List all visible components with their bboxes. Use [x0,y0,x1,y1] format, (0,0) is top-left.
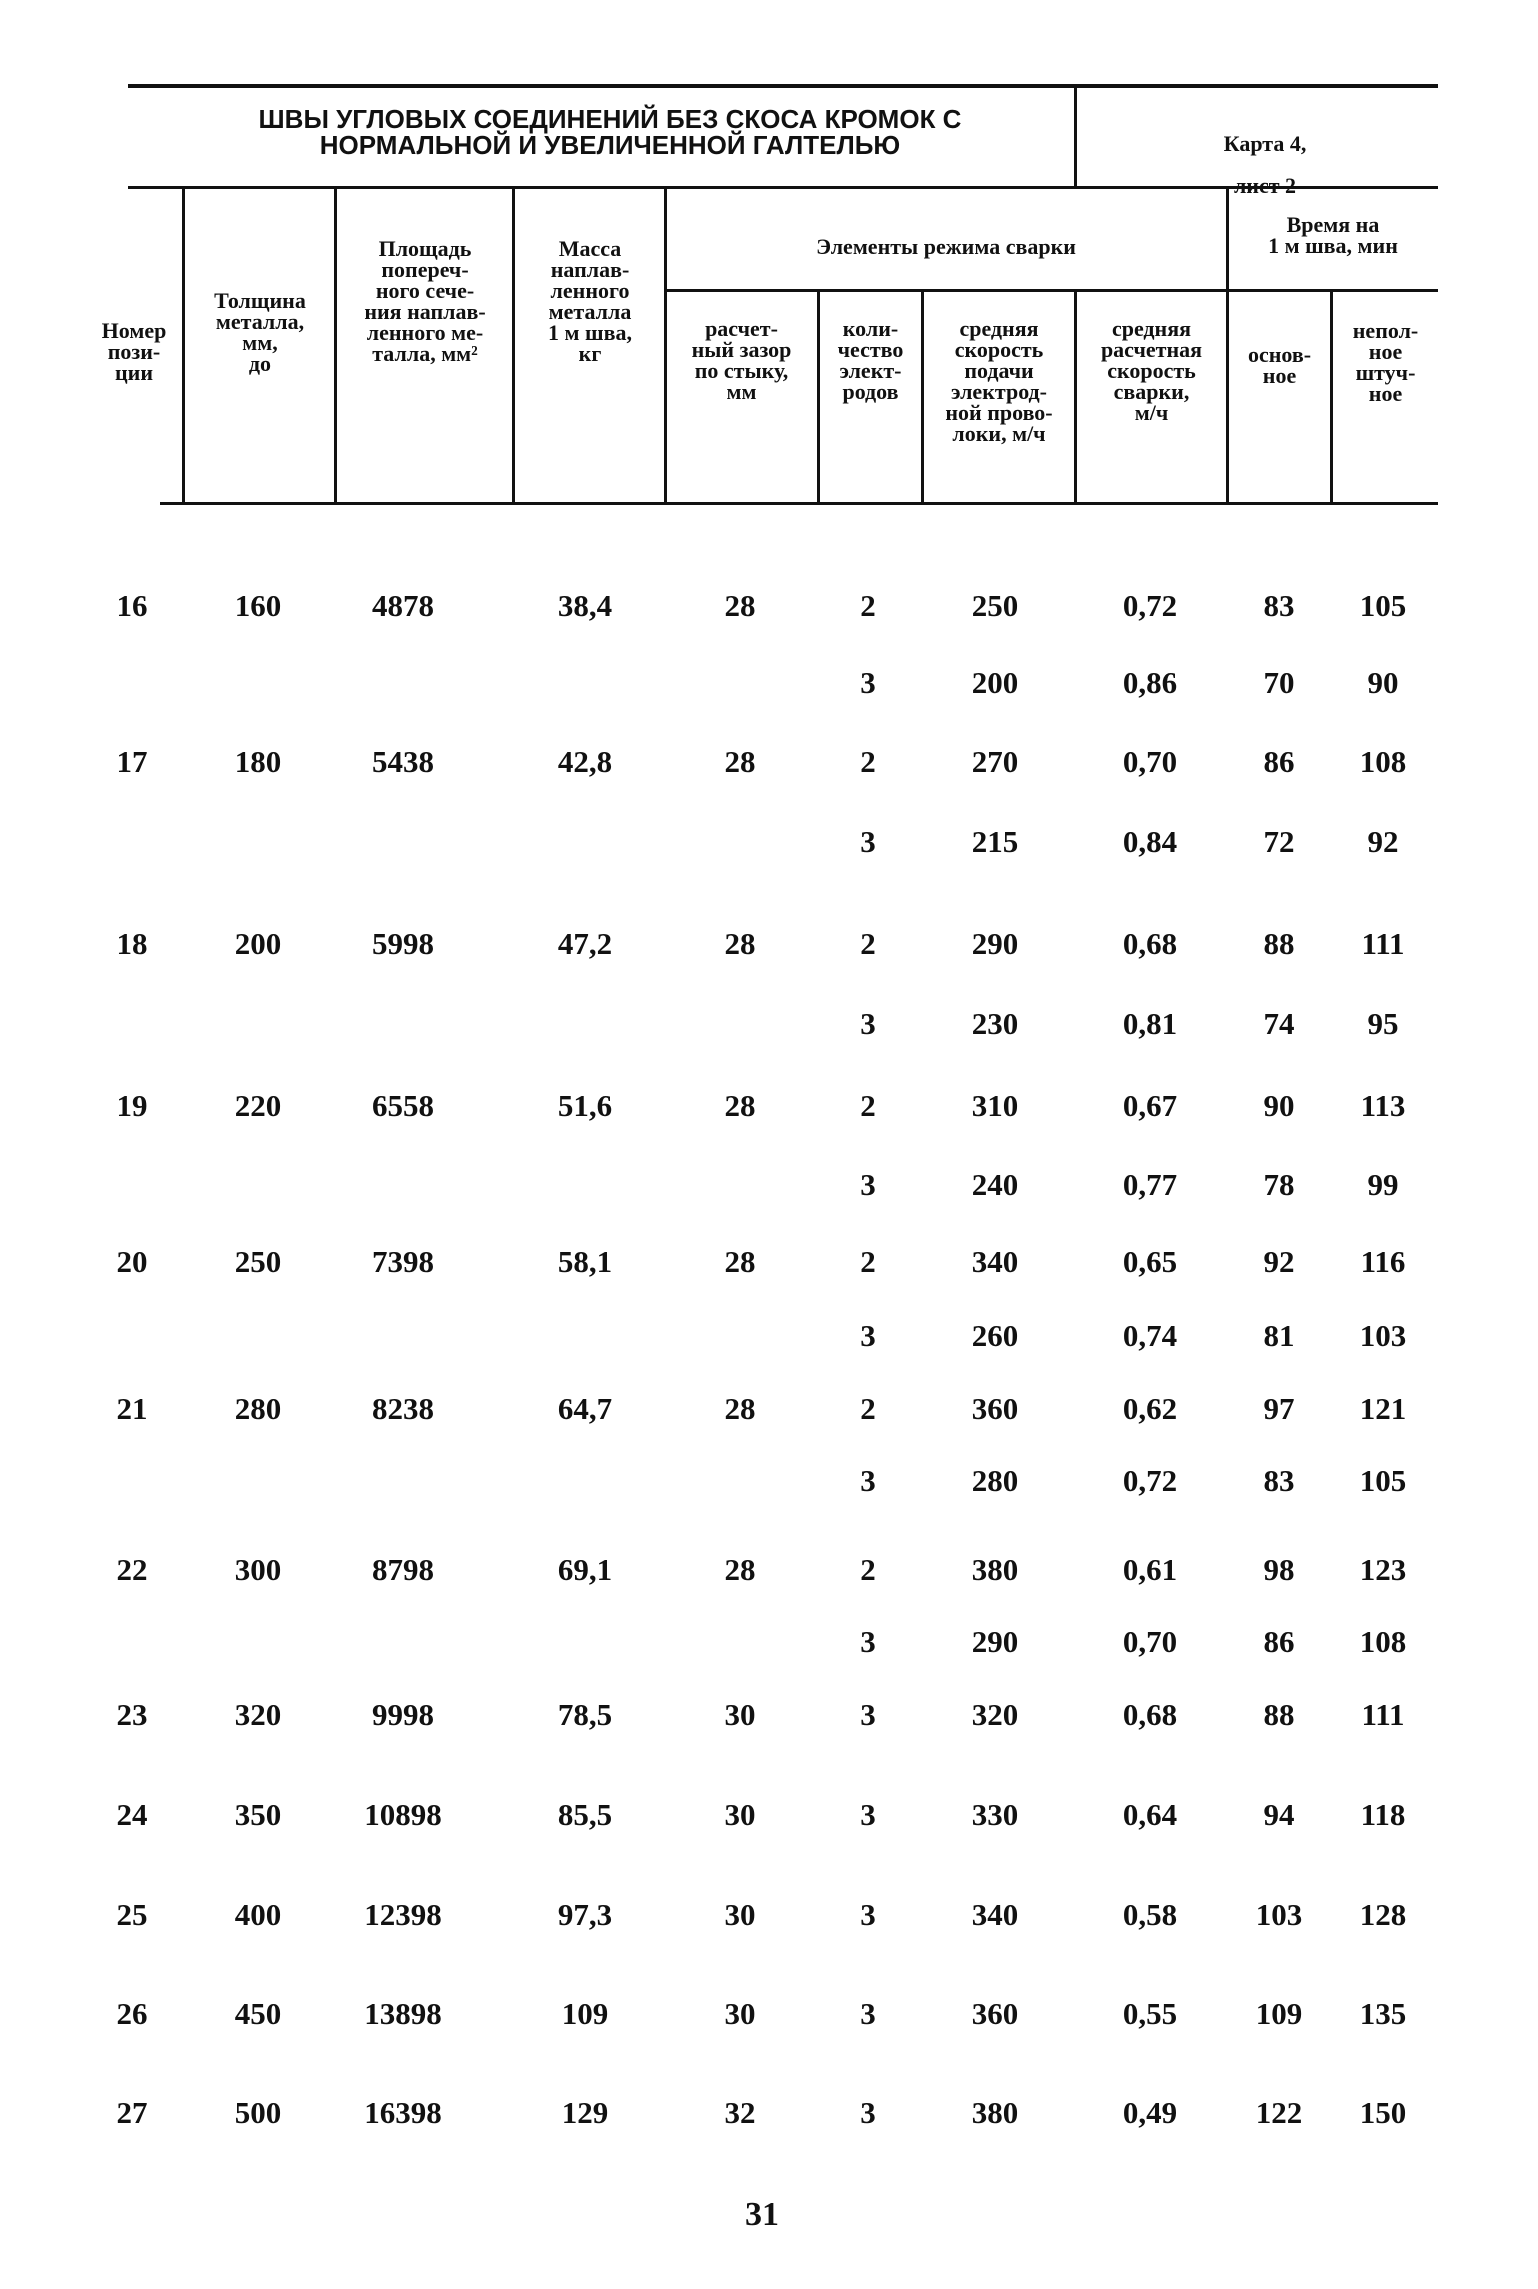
title-divider [1074,86,1077,186]
header-feed-speed: средняя скорость подачи электрод- ной прово- локи, м/ч [945,316,1053,446]
cell-thickness: 400 [234,1897,282,1932]
cell-time-main: 81 [1263,1318,1295,1353]
cell-time-main: 86 [1263,744,1295,779]
cell-weld-speed: 0,62 [1122,1391,1178,1426]
cell-time-piece: 95 [1367,1006,1399,1041]
header-time-group: Время на 1 м шва, мин [1268,212,1398,258]
cell-thickness: 220 [234,1088,282,1123]
cell-time-piece: 118 [1360,1797,1406,1832]
cell-position: 25 [116,1897,148,1932]
cell-time-main: 94 [1263,1797,1295,1832]
cell-thickness: 160 [234,588,282,623]
cell-gap: 28 [724,1244,756,1279]
header-electrodes: коли- чество элект- родов [837,316,904,404]
cell-feed-speed: 260 [971,1318,1019,1353]
header-welding-mode: Элементы режима сварки [816,234,1076,259]
cell-weld-speed: 0,74 [1122,1318,1178,1353]
page-title [150,106,1070,158]
cell-electrodes: 3 [860,1167,876,1202]
cell-feed-speed: 360 [971,1391,1019,1426]
cell-thickness: 280 [234,1391,282,1426]
cell-position: 27 [116,2095,148,2130]
cell-electrodes: 3 [860,1797,876,1832]
cell-position: 16 [116,588,148,623]
cell-feed-speed: 250 [971,588,1019,623]
cell-area: 5998 [372,926,434,961]
cell-gap: 28 [724,1088,756,1123]
header-time-main: основ- ное [1247,342,1312,388]
cell-feed-speed: 380 [971,2095,1019,2130]
cell-electrodes: 2 [860,926,876,961]
cell-feed-speed: 290 [971,1624,1019,1659]
cell-feed-speed: 340 [971,1897,1019,1932]
cell-electrodes: 3 [860,1996,876,2031]
header-top-rule [128,186,1438,189]
cell-time-piece: 135 [1359,1996,1407,2031]
cell-mass: 85,5 [557,1797,613,1832]
top-rule [128,84,1438,88]
cell-time-main: 83 [1263,1463,1295,1498]
cell-weld-speed: 0,58 [1122,1897,1178,1932]
cell-time-piece: 116 [1360,1244,1406,1279]
cell-thickness: 200 [234,926,282,961]
cell-position: 21 [116,1391,148,1426]
cell-thickness: 180 [234,744,282,779]
cell-weld-speed: 0,81 [1122,1006,1178,1041]
cell-feed-speed: 240 [971,1167,1019,1202]
cell-time-piece: 105 [1359,1463,1407,1498]
cell-electrodes: 3 [860,824,876,859]
cell-area: 7398 [372,1244,434,1279]
cell-time-piece: 111 [1361,926,1405,961]
cell-electrodes: 3 [860,2095,876,2130]
cell-time-piece: 108 [1359,1624,1407,1659]
cell-time-piece: 113 [1360,1088,1406,1123]
cell-feed-speed: 280 [971,1463,1019,1498]
cell-thickness: 450 [234,1996,282,2031]
cell-gap: 30 [724,1797,756,1832]
cell-mass: 78,5 [557,1697,613,1732]
header-gap: расчет- ный зазор по стыку, мм [691,316,792,404]
cell-feed-speed: 200 [971,665,1019,700]
cell-weld-speed: 0,77 [1122,1167,1178,1202]
cell-time-main: 74 [1263,1006,1295,1041]
cell-electrodes: 3 [860,1897,876,1932]
cell-time-main: 122 [1255,2095,1303,2130]
cell-time-piece: 121 [1359,1391,1407,1426]
cell-time-main: 103 [1255,1897,1303,1932]
cell-feed-speed: 290 [971,926,1019,961]
cell-mass: 109 [561,1996,609,2031]
cell-time-piece: 103 [1359,1318,1407,1353]
cell-mass: 51,6 [557,1088,613,1123]
cell-weld-speed: 0,84 [1122,824,1178,859]
cell-time-piece: 108 [1359,744,1407,779]
cell-mass: 38,4 [557,588,613,623]
cell-weld-speed: 0,72 [1122,588,1178,623]
cell-weld-speed: 0,72 [1122,1463,1178,1498]
cell-electrodes: 3 [860,665,876,700]
cell-area: 8238 [372,1391,434,1426]
cell-position: 18 [116,926,148,961]
cell-gap: 30 [724,1697,756,1732]
cell-electrodes: 3 [860,1697,876,1732]
cell-position: 20 [116,1244,148,1279]
cell-electrodes: 3 [860,1006,876,1041]
cell-gap: 28 [724,744,756,779]
cell-thickness: 300 [234,1552,282,1587]
cell-time-main: 92 [1263,1244,1295,1279]
cell-gap: 32 [724,2095,756,2130]
cell-weld-speed: 0,70 [1122,744,1178,779]
header-thickness: Толщина металла, мм, до [214,288,306,376]
cell-time-piece: 150 [1359,2095,1407,2130]
header-area: Площадь попереч- ного сече- ния наплав- ленного ме- талла, мм² [364,236,486,366]
card-line-1: Карта 4, [1223,131,1307,156]
cell-weld-speed: 0,64 [1122,1797,1178,1832]
cell-mass: 129 [561,2095,609,2130]
cell-time-main: 88 [1263,926,1295,961]
cell-gap: 30 [724,1996,756,2031]
cell-position: 23 [116,1697,148,1732]
cell-thickness: 320 [234,1697,282,1732]
cell-time-piece: 128 [1359,1897,1407,1932]
cell-area: 9998 [372,1697,434,1732]
cell-position: 26 [116,1996,148,2031]
cell-weld-speed: 0,86 [1122,665,1178,700]
cell-electrodes: 2 [860,1244,876,1279]
cell-time-main: 72 [1263,824,1295,859]
cell-area: 4878 [372,588,434,623]
cell-position: 19 [116,1088,148,1123]
cell-area: 8798 [372,1552,434,1587]
cell-mass: 58,1 [557,1244,613,1279]
cell-thickness: 250 [234,1244,282,1279]
header-bottom-rule [160,502,1438,505]
cell-weld-speed: 0,49 [1122,2095,1178,2130]
cell-thickness: 350 [234,1797,282,1832]
cell-gap: 28 [724,588,756,623]
cell-time-piece: 90 [1367,665,1399,700]
cell-feed-speed: 310 [971,1088,1019,1123]
cell-gap: 28 [724,1552,756,1587]
cell-position: 24 [116,1797,148,1832]
cell-mass: 47,2 [557,926,613,961]
cell-time-piece: 111 [1361,1697,1405,1732]
cell-weld-speed: 0,70 [1122,1624,1178,1659]
cell-time-piece: 123 [1359,1552,1407,1587]
cell-time-main: 109 [1255,1996,1303,2031]
cell-gap: 28 [724,1391,756,1426]
cell-time-piece: 99 [1367,1167,1399,1202]
cell-time-main: 86 [1263,1624,1295,1659]
cell-feed-speed: 360 [971,1996,1019,2031]
subheader-rule [664,289,1438,292]
cell-electrodes: 3 [860,1318,876,1353]
cell-time-main: 97 [1263,1391,1295,1426]
cell-mass: 69,1 [557,1552,613,1587]
header-mass: Масса наплав- ленного металла 1 м шва, кг [548,236,632,366]
title-line-2: НОРМАЛЬНОЙ И УВЕЛИЧЕННОЙ ГАЛТЕЛЬЮ [319,130,901,160]
cell-feed-speed: 270 [971,744,1019,779]
cell-area: 6558 [372,1088,434,1123]
cell-position: 17 [116,744,148,779]
cell-time-main: 78 [1263,1167,1295,1202]
cell-feed-speed: 340 [971,1244,1019,1279]
cell-feed-speed: 320 [971,1697,1019,1732]
cell-weld-speed: 0,68 [1122,926,1178,961]
cell-time-main: 98 [1263,1552,1295,1587]
cell-area: 16398 [364,2095,442,2130]
cell-mass: 42,8 [557,744,613,779]
header-time-piece: непол- ное штуч- ное [1352,318,1419,406]
cell-electrodes: 3 [860,1624,876,1659]
cell-electrodes: 3 [860,1463,876,1498]
cell-weld-speed: 0,55 [1122,1996,1178,2031]
cell-area: 10898 [364,1797,442,1832]
cell-time-main: 88 [1263,1697,1295,1732]
cell-mass: 64,7 [557,1391,613,1426]
col-divider-2 [334,188,337,503]
cell-time-main: 70 [1263,665,1295,700]
card-reference [1150,112,1380,217]
cell-area: 13898 [364,1996,442,2031]
cell-feed-speed: 230 [971,1006,1019,1041]
cell-time-main: 83 [1263,588,1295,623]
page-number: 31 [745,2196,779,2233]
title-line-1: ШВЫ УГЛОВЫХ СОЕДИНЕНИЙ БЕЗ СКОСА КРОМОК С [258,104,962,134]
cell-time-piece: 92 [1367,824,1399,859]
cell-electrodes: 2 [860,588,876,623]
cell-gap: 30 [724,1897,756,1932]
cell-area: 12398 [364,1897,442,1932]
header-position: Номер пози- ции [101,318,167,385]
cell-feed-speed: 215 [971,824,1019,859]
cell-position: 22 [116,1552,148,1587]
cell-feed-speed: 330 [971,1797,1019,1832]
col-divider-3 [512,188,515,503]
cell-electrodes: 2 [860,1088,876,1123]
cell-time-main: 90 [1263,1088,1295,1123]
cell-weld-speed: 0,67 [1122,1088,1178,1123]
cell-electrodes: 2 [860,1391,876,1426]
cell-area: 5438 [372,744,434,779]
cell-feed-speed: 380 [971,1552,1019,1587]
cell-gap: 28 [724,926,756,961]
header-weld-speed: средняя расчетная скорость сварки, м/ч [1100,316,1203,425]
cell-weld-speed: 0,65 [1122,1244,1178,1279]
cell-electrodes: 2 [860,744,876,779]
cell-weld-speed: 0,68 [1122,1697,1178,1732]
cell-mass: 97,3 [557,1897,613,1932]
cell-weld-speed: 0,61 [1122,1552,1178,1587]
cell-time-piece: 105 [1359,588,1407,623]
cell-thickness: 500 [234,2095,282,2130]
cell-electrodes: 2 [860,1552,876,1587]
